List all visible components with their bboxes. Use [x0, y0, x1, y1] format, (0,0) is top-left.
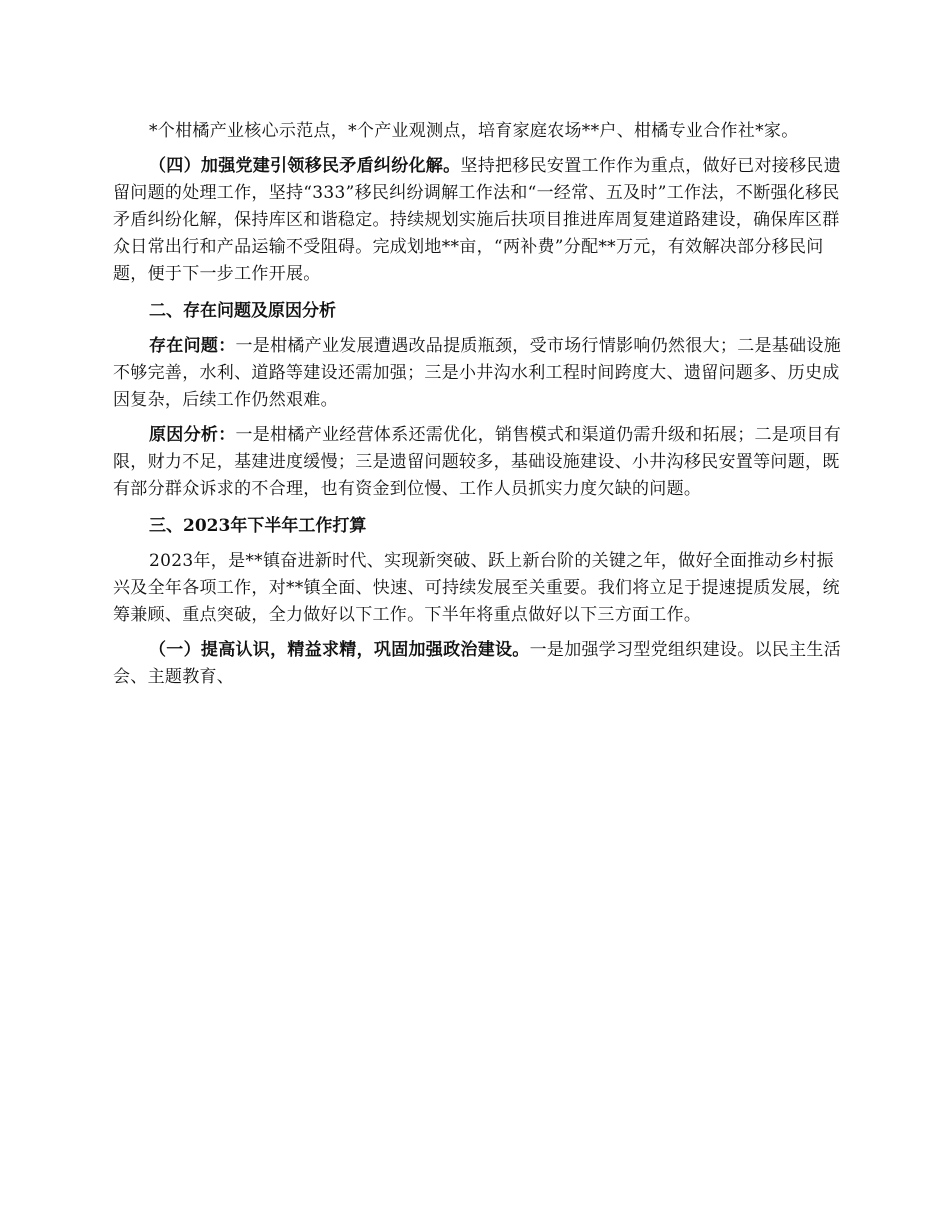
paragraph-lead: （一）提高认识，精益求精，巩固加强政治建设。 — [149, 640, 530, 660]
paragraph-text: 坚持把移民安置工作作为重点，做好已对接移民遗留问题的处理工作，坚持“333”移民纠纷调解工作法和“一经常、五及时”工作法，不断强化移民矛盾纠纷化解，保持库区和谐稳定。持续规划实施后扶项目推进库周复建道路建设，确保库区群众日常出行和产品运输不受阻碍。完成划地**亩，“两补费”分配**万元，有效解决部分移民问题，便于下一步工作开展。 — [113, 156, 842, 284]
paragraph-lead: 原因分析： — [149, 425, 236, 445]
paragraph-text: 一是加强学习型党组织建设。以民主生活会、主题教育、 — [113, 640, 842, 687]
paragraph-migrant-dispute-resolution — [113, 153, 848, 288]
section-heading-text: 二、存在问题及原因分析 — [149, 301, 336, 321]
paragraph-text: *个柑橘产业核心示范点，*个产业观测点，培育家庭农场**户、柑橘专业合作社*家。 — [149, 121, 799, 141]
paragraph-text: 2023年，是**镇奋进新时代、实现新突破、跃上新台阶的关键之年，做好全面推动乡村振兴及全年各项工作，对**镇全面、快速、可持续发展至关重要。我们将立足于提速提质发展，统筹兼顾、重点突破，全力做好以下工作。下半年将重点做好以下三方面工作。 — [113, 551, 840, 625]
paragraph-political-construction — [113, 637, 848, 691]
paragraph-lead: 存在问题： — [149, 336, 236, 356]
section-heading-second-half-plan — [113, 513, 848, 540]
section-heading-problems-analysis — [113, 298, 848, 325]
paragraph-existing-problems — [113, 333, 848, 414]
section-heading-text: 三、2023年下半年工作打算 — [149, 516, 367, 536]
paragraph-2023-overview — [113, 548, 848, 629]
document-body — [113, 118, 848, 699]
paragraph-orchard-demo-points — [113, 118, 848, 145]
paragraph-lead: （四）加强党建引领移民矛盾纠纷化解。 — [149, 156, 461, 176]
paragraph-cause-analysis — [113, 422, 848, 503]
paragraph-text: 一是柑橘产业发展遭遇改品提质瓶颈，受市场行情影响仍然很大；二是基础设施不够完善，水利、道路等建设还需加强；三是小井沟水利工程时间跨度大、遗留问题多、历史成因复杂，后续工作仍然艰难。 — [113, 336, 841, 410]
paragraph-text: 一是柑橘产业经营体系还需优化，销售模式和渠道仍需升级和拓展；二是项目有限，财力不足，基建进度缓慢；三是遗留问题较多，基础设施建设、小井沟移民安置等问题，既有部分群众诉求的不合理，也有资金到位慢、工作人员抓实力度欠缺的问题。 — [113, 425, 841, 499]
